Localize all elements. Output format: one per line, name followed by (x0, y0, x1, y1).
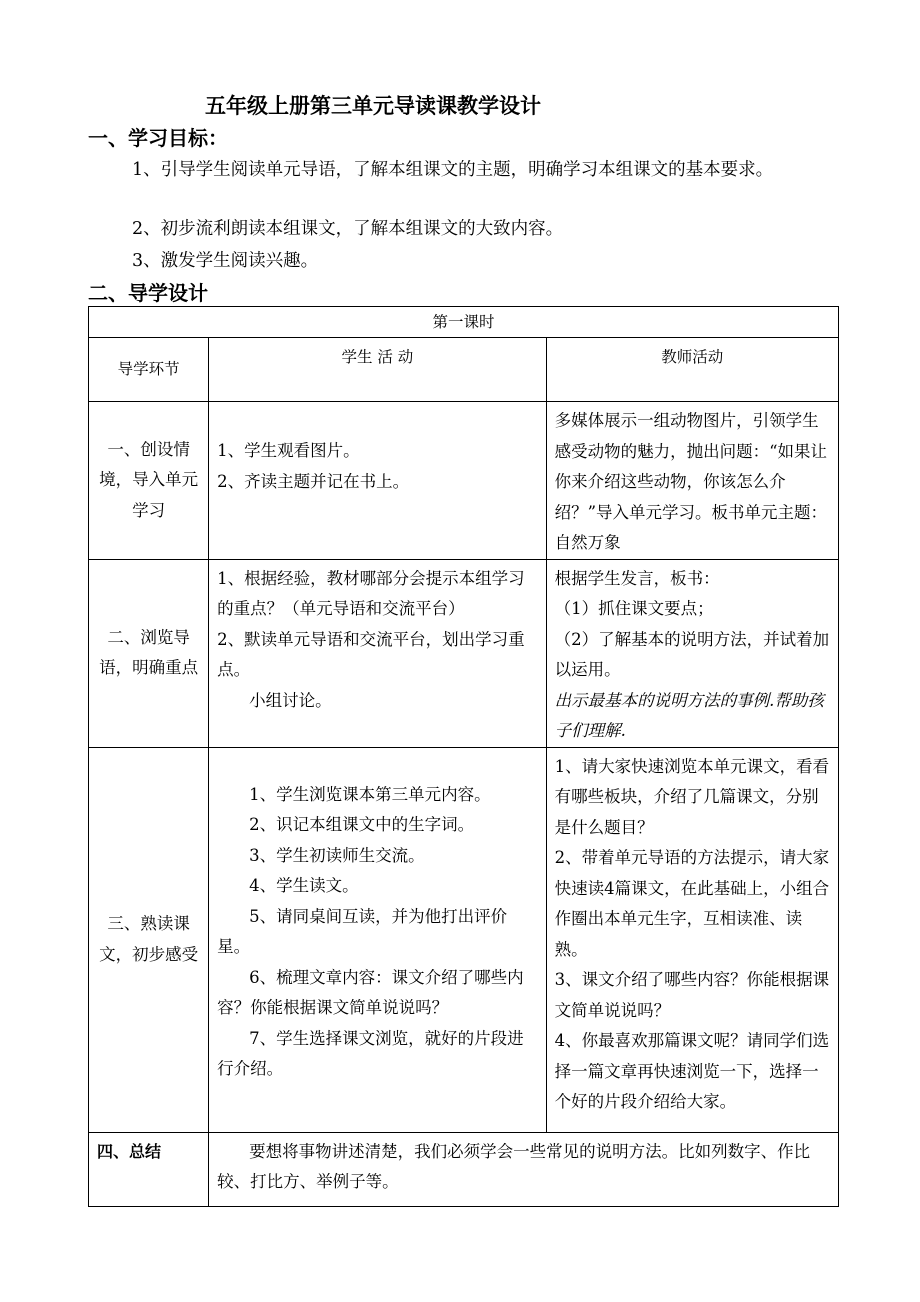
stage-cell (89, 559, 209, 747)
summary-text: 要想将事物讲述清楚，我们必须学会一些常见的说明方法。比如列数字、作比较、打比方、举例子等。 (217, 1141, 811, 1191)
lesson-title-cell (89, 307, 839, 338)
lesson-title: 第一课时 (432, 313, 495, 331)
student-activity: 7、学生选择课文浏览，就好的片段进行介绍。 (217, 1028, 524, 1078)
summary-label-cell (89, 1132, 209, 1206)
teacher-activity: （2）了解基本的说明方法，并试着加以运用。 (554, 629, 830, 679)
section-heading-goals: 一、学习目标： (88, 126, 228, 150)
goal-item: 1、引导学生阅读单元导语，了解本组课文的主题，明确学习本组课文的基本要求。 (132, 160, 774, 180)
teacher-activity-cell (546, 747, 838, 1132)
header-teacher-label: 教师活动 (661, 348, 724, 366)
teacher-activity-cell (546, 559, 838, 747)
student-activity: 2、默读单元导语和交流平台，划出学习重点。 (217, 629, 525, 679)
student-activity: 2、齐读主题并记在书上。 (217, 471, 410, 491)
teacher-activity: 根据学生发言，板书： (554, 568, 720, 588)
teacher-activity: （1）抓住课文要点； (554, 599, 714, 618)
summary-text-cell (209, 1132, 839, 1206)
goal-item: 2、初步流利朗读本组课文，了解本组课文的大致内容。 (132, 219, 564, 239)
lesson-design-table (88, 306, 839, 1207)
teacher-activity: 多媒体展示一组动物图片，引领学生感受动物的魅力，抛出问题：“如果让你来介绍这些动物，你该怎么介绍？”导入单元学习。板书单元主题：自然万象 (554, 411, 828, 552)
student-activity-cell (209, 559, 546, 747)
teacher-activity: 出示最基本的说明方法的事例.帮助孩子们理解. (554, 690, 824, 740)
stage-label: 一、创设情境，导入单元学习 (99, 439, 199, 520)
summary-label: 四、总结 (97, 1141, 162, 1161)
stage-label: 二、浏览导语，明确重点 (99, 627, 199, 677)
student-activity: 1、学生观看图片。 (217, 441, 360, 460)
teacher-activity-cell (546, 402, 838, 560)
student-activity: 2、识记本组课文中的生字词。 (249, 815, 475, 834)
header-stage (89, 338, 209, 402)
stage-label: 三、熟读课文，初步感受 (99, 914, 199, 964)
student-activity: 1、学生浏览课本第三单元内容。 (249, 784, 491, 804)
student-activity: 小组讨论。 (249, 690, 332, 710)
student-activity: 1、根据经验，教材哪部分会提示本组学习的重点？（单元导语和交流平台） (217, 568, 525, 618)
header-student-label: 学生 活 动 (341, 348, 414, 366)
student-activity-cell (209, 747, 546, 1132)
goal-item: 3、激发学生阅读兴趣。 (132, 251, 319, 271)
stage-cell (89, 402, 209, 560)
teacher-activity: 2、带着单元导语的方法提示，请大家快速读4篇课文，在此基础上，小组合作圈出本单元生字，互相读准、读熟。 (554, 848, 830, 959)
teacher-activity: 1、请大家快速浏览本单元课文，看看有哪些板块，介绍了几篇课文，分别是什么题目？ (554, 756, 830, 837)
stage-cell (89, 747, 209, 1132)
student-activity: 5、请同桌间互读，并为他打出评价星。 (217, 906, 508, 956)
student-activity: 6、梳理文章内容：课文介绍了哪些内容？你能根据课文简单说说吗？ (217, 967, 524, 1017)
student-activity: 3、学生初读师生交流。 (249, 845, 425, 865)
section-heading-design: 二、导学设计 (88, 281, 208, 305)
header-teacher (546, 338, 838, 402)
student-activity: 4、学生读文。 (249, 876, 359, 895)
student-activity-cell (209, 402, 546, 560)
teacher-activity: 3、课文介绍了哪些内容？你能根据课文简单说说吗？ (554, 970, 830, 1020)
header-stage-label: 导学环节 (117, 360, 180, 379)
teacher-activity: 4、你最喜欢那篇课文呢？请同学们选择一篇文章再快速浏览一下，选择一个好的片段介绍给大家。 (554, 1031, 830, 1111)
document-title: 五年级上册第三单元导读课教学设计 (205, 94, 541, 118)
header-student (209, 338, 546, 402)
